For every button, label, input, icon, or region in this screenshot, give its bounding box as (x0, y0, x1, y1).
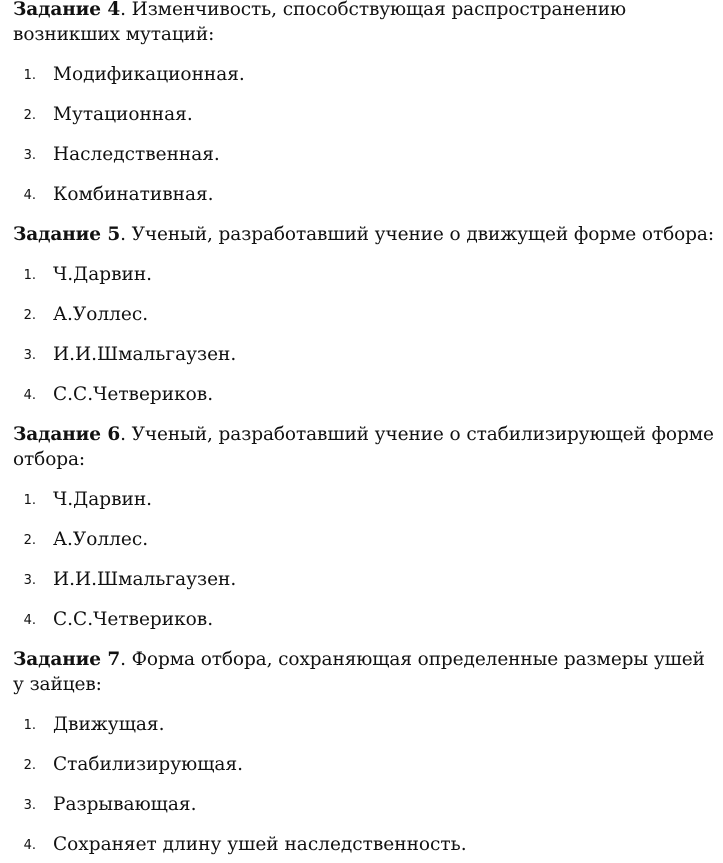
option-text: Модификационная. (53, 64, 245, 85)
option-text: Комбинативная. (53, 184, 214, 205)
task-7-question (13, 647, 719, 697)
option-text: А.Уоллес. (53, 304, 149, 325)
option-number: 1. (23, 68, 36, 83)
option-text: С.С.Четвериков. (53, 609, 214, 630)
option-number: 4. (23, 613, 36, 628)
option-number: 4. (23, 388, 36, 403)
task-6-question (13, 422, 719, 472)
task-7-label: Задание 7 (13, 649, 121, 670)
option-text: И.И.Шмальгаузен. (53, 344, 237, 365)
option-text: И.И.Шмальгаузен. (53, 569, 237, 590)
option-number: 1. (23, 493, 36, 508)
option-number: 4. (23, 838, 36, 853)
task-4-label: Задание 4 (13, 0, 121, 20)
task-7-text: . Форма отбора, сохраняющая определенные размеры ушей у зайцев: (13, 649, 705, 695)
option-text: Мутационная. (53, 104, 193, 125)
option-number: 1. (23, 718, 36, 733)
option-text: Сохраняет длину ушей наследственность. (53, 834, 467, 855)
task-5-text: . Ученый, разработавший учение о движущей форме отбора: (120, 224, 714, 245)
task-6-label: Задание 6 (13, 424, 121, 445)
task-6-text: . Ученый, разработавший учение о стабилизирующей форме отбора: (13, 424, 714, 470)
option-number: 1. (23, 268, 36, 283)
option-text: С.С.Четвериков. (53, 384, 214, 405)
option-number: 2. (23, 758, 36, 773)
option-number: 2. (23, 533, 36, 548)
option-number: 3. (23, 148, 36, 163)
option-number: 2. (23, 108, 36, 123)
option-number: 3. (23, 348, 36, 363)
option-number: 3. (23, 573, 36, 588)
option-number: 2. (23, 308, 36, 323)
task-4-question (13, 0, 719, 47)
option-text: Разрывающая. (53, 794, 197, 815)
option-number: 3. (23, 798, 36, 813)
option-text: Наследственная. (53, 144, 220, 165)
option-text: А.Уоллес. (53, 529, 149, 550)
option-text: Движущая. (53, 714, 165, 735)
option-text: Ч.Дарвин. (53, 264, 153, 285)
task-5-label: Задание 5 (13, 224, 121, 245)
task-4-text: . Изменчивость, способствующая распространению возникших мутаций: (13, 0, 626, 45)
option-text: Ч.Дарвин. (53, 489, 153, 510)
option-text: Стабилизирующая. (53, 754, 244, 775)
option-number: 4. (23, 188, 36, 203)
task-5-question (13, 222, 719, 247)
